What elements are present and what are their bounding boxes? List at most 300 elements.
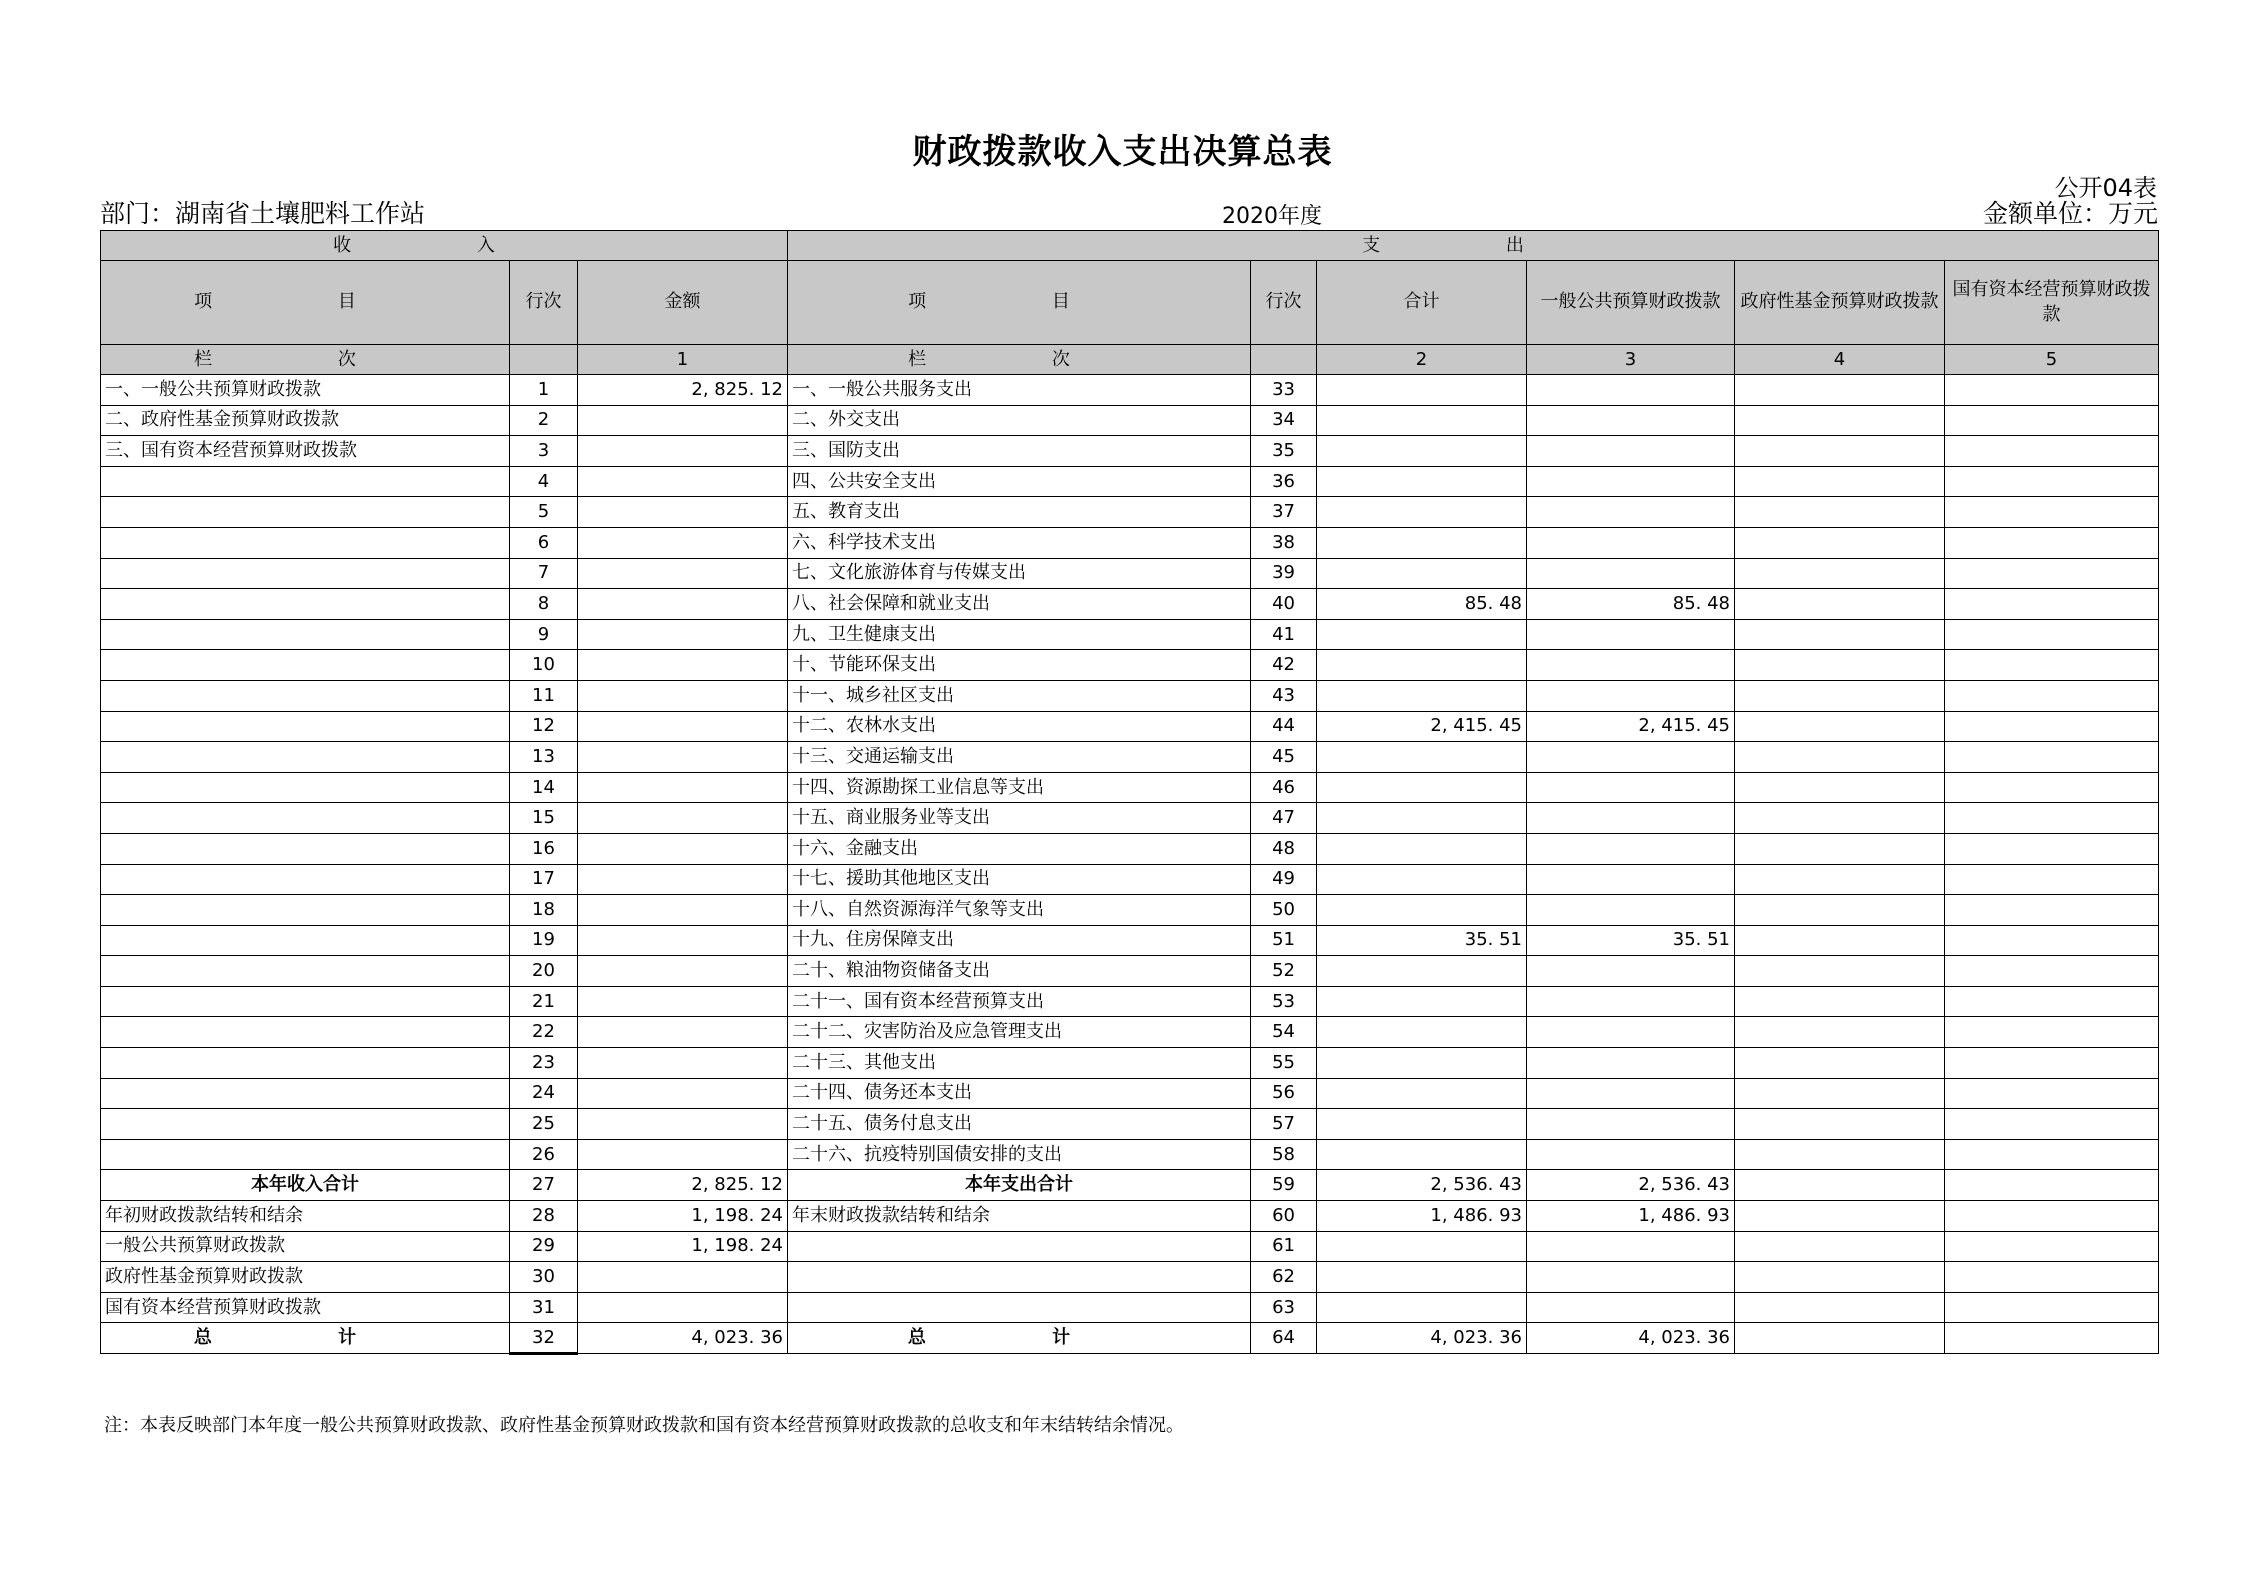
income-total-label: 本年收入合计 bbox=[101, 1170, 510, 1201]
income-amount bbox=[578, 925, 788, 956]
income-row-no: 26 bbox=[510, 1139, 578, 1170]
gov-fund-amount bbox=[1735, 497, 1945, 528]
state-capital-amount bbox=[1945, 466, 2159, 497]
general-budget-amount bbox=[1527, 833, 1735, 864]
expense-row-no: 34 bbox=[1251, 405, 1317, 436]
income-row-no: 22 bbox=[510, 1017, 578, 1048]
income-amount bbox=[578, 558, 788, 589]
income-item bbox=[101, 956, 510, 987]
expense-total-no: 59 bbox=[1251, 1170, 1317, 1201]
expense-total bbox=[1317, 956, 1527, 987]
income-amount bbox=[578, 1139, 788, 1170]
table-row bbox=[101, 833, 2159, 864]
state-capital-amount bbox=[1945, 803, 2159, 834]
income-column-label: 栏 次 bbox=[101, 345, 510, 375]
column-number-row bbox=[101, 345, 2159, 375]
table-row bbox=[101, 589, 2159, 620]
sub2-label: 政府性基金预算财政拨款 bbox=[101, 1262, 510, 1293]
general-budget-amount: 85. 48 bbox=[1527, 589, 1735, 620]
sub3-exp-capital bbox=[1945, 1292, 2159, 1323]
general-budget-amount bbox=[1527, 742, 1735, 773]
income-section-header: 收 入 bbox=[101, 231, 788, 261]
income-amount bbox=[578, 1017, 788, 1048]
table-row bbox=[101, 1017, 2159, 1048]
expense-rowno-header: 行次 bbox=[1251, 261, 1317, 345]
state-capital-amount bbox=[1945, 650, 2159, 681]
income-amount bbox=[578, 650, 788, 681]
state-capital-amount bbox=[1945, 375, 2159, 406]
sub1-exp-general bbox=[1527, 1231, 1735, 1262]
expense-total: 2, 415. 45 bbox=[1317, 711, 1527, 742]
income-item bbox=[101, 1139, 510, 1170]
gov-fund-amount bbox=[1735, 375, 1945, 406]
income-row-no: 5 bbox=[510, 497, 578, 528]
expense-row-no: 33 bbox=[1251, 375, 1317, 406]
general-budget-amount bbox=[1527, 375, 1735, 406]
expense-item: 二、外交支出 bbox=[788, 405, 1251, 436]
sub1-exp-total bbox=[1317, 1231, 1527, 1262]
sub3-label: 国有资本经营预算财政拨款 bbox=[101, 1292, 510, 1323]
state-capital-amount bbox=[1945, 925, 2159, 956]
expense-row-no: 40 bbox=[1251, 589, 1317, 620]
income-amount bbox=[578, 895, 788, 926]
gov-fund-amount bbox=[1735, 527, 1945, 558]
gov-fund-amount bbox=[1735, 1017, 1945, 1048]
expense-row-no: 38 bbox=[1251, 527, 1317, 558]
general-budget-amount bbox=[1527, 772, 1735, 803]
expense-total bbox=[1317, 742, 1527, 773]
table-row bbox=[101, 1078, 2159, 1109]
general-budget-amount bbox=[1527, 527, 1735, 558]
gov-fund-amount bbox=[1735, 680, 1945, 711]
general-budget-amount bbox=[1527, 466, 1735, 497]
gov-fund-amount bbox=[1735, 711, 1945, 742]
table-row bbox=[101, 986, 2159, 1017]
colnum-5: 5 bbox=[1945, 345, 2159, 375]
carry-out-general: 1, 486. 93 bbox=[1527, 1201, 1735, 1232]
general-budget-amount bbox=[1527, 436, 1735, 467]
income-amount bbox=[578, 436, 788, 467]
sub2-exp-no: 62 bbox=[1251, 1262, 1317, 1293]
income-row-no: 8 bbox=[510, 589, 578, 620]
grand-expense-label: 总 计 bbox=[788, 1323, 1251, 1354]
table-row bbox=[101, 527, 2159, 558]
income-item bbox=[101, 466, 510, 497]
expense-section-header: 支 出 bbox=[788, 231, 2159, 261]
expense-item: 十、节能环保支出 bbox=[788, 650, 1251, 681]
expense-row-no: 49 bbox=[1251, 864, 1317, 895]
grand-income-label: 总 计 bbox=[101, 1323, 510, 1354]
sub2-exp-general bbox=[1527, 1262, 1735, 1293]
general-budget-amount bbox=[1527, 619, 1735, 650]
sub2-exp-capital bbox=[1945, 1262, 2159, 1293]
income-row-no: 21 bbox=[510, 986, 578, 1017]
grand-income-amount: 4, 023. 36 bbox=[578, 1323, 788, 1354]
gov-fund-amount bbox=[1735, 589, 1945, 620]
carry-out-fund bbox=[1735, 1201, 1945, 1232]
expense-item: 一、一般公共服务支出 bbox=[788, 375, 1251, 406]
year-label: 2020年度 bbox=[1222, 204, 1322, 229]
income-item bbox=[101, 772, 510, 803]
state-capital-amount bbox=[1945, 1139, 2159, 1170]
expense-total bbox=[1317, 466, 1527, 497]
total-header: 合计 bbox=[1317, 261, 1527, 345]
carry-in-no: 28 bbox=[510, 1201, 578, 1232]
general-budget-amount bbox=[1527, 895, 1735, 926]
income-amount bbox=[578, 1109, 788, 1140]
expense-item: 十五、商业服务业等支出 bbox=[788, 803, 1251, 834]
expense-item: 二十四、债务还本支出 bbox=[788, 1078, 1251, 1109]
grand-expense-no: 64 bbox=[1251, 1323, 1317, 1354]
income-item bbox=[101, 742, 510, 773]
budget-table bbox=[100, 230, 2159, 1355]
income-amount bbox=[578, 986, 788, 1017]
income-item bbox=[101, 1048, 510, 1079]
table-row bbox=[101, 1048, 2159, 1079]
gov-fund-amount bbox=[1735, 1109, 1945, 1140]
expense-item: 十九、住房保障支出 bbox=[788, 925, 1251, 956]
page-title: 财政拨款收入支出决算总表 bbox=[912, 132, 1333, 172]
expense-item: 二十、粮油物资储备支出 bbox=[788, 956, 1251, 987]
grand-total-row bbox=[101, 1323, 2159, 1354]
income-item bbox=[101, 1017, 510, 1048]
table-row bbox=[101, 558, 2159, 589]
expense-item: 六、科学技术支出 bbox=[788, 527, 1251, 558]
carry-out-no: 60 bbox=[1251, 1201, 1317, 1232]
income-amount bbox=[578, 864, 788, 895]
expense-total bbox=[1317, 986, 1527, 1017]
department-label: 部门：湖南省土壤肥料工作站 bbox=[100, 199, 426, 228]
expense-row-no: 48 bbox=[1251, 833, 1317, 864]
income-item bbox=[101, 803, 510, 834]
sub3-no: 31 bbox=[510, 1292, 578, 1323]
income-amount bbox=[578, 742, 788, 773]
expense-row-no: 46 bbox=[1251, 772, 1317, 803]
state-capital-amount bbox=[1945, 558, 2159, 589]
income-row-no: 15 bbox=[510, 803, 578, 834]
expense-total-label: 本年支出合计 bbox=[788, 1170, 1251, 1201]
income-row-no: 19 bbox=[510, 925, 578, 956]
sub1-exp-no: 61 bbox=[1251, 1231, 1317, 1262]
expense-item: 二十五、债务付息支出 bbox=[788, 1109, 1251, 1140]
expense-item: 十二、农林水支出 bbox=[788, 711, 1251, 742]
expense-total bbox=[1317, 895, 1527, 926]
income-amount bbox=[578, 527, 788, 558]
general-budget-amount bbox=[1527, 956, 1735, 987]
gov-fund-amount bbox=[1735, 772, 1945, 803]
expense-row-no: 56 bbox=[1251, 1078, 1317, 1109]
general-budget-amount bbox=[1527, 1139, 1735, 1170]
general-budget-amount: 35. 51 bbox=[1527, 925, 1735, 956]
state-capital-amount bbox=[1945, 956, 2159, 987]
expense-row-no: 44 bbox=[1251, 711, 1317, 742]
income-total-no: 27 bbox=[510, 1170, 578, 1201]
general-budget-header: 一般公共预算财政拨款 bbox=[1527, 261, 1735, 345]
expense-row-no: 51 bbox=[1251, 925, 1317, 956]
grand-expense-capital bbox=[1945, 1323, 2159, 1354]
income-row-no: 6 bbox=[510, 527, 578, 558]
colnum-2: 2 bbox=[1317, 345, 1527, 375]
state-capital-amount bbox=[1945, 895, 2159, 926]
state-capital-amount bbox=[1945, 1017, 2159, 1048]
expense-row-no: 54 bbox=[1251, 1017, 1317, 1048]
annual-total-row bbox=[101, 1170, 2159, 1201]
expense-item: 五、教育支出 bbox=[788, 497, 1251, 528]
table-row bbox=[101, 956, 2159, 987]
state-capital-amount bbox=[1945, 436, 2159, 467]
income-item bbox=[101, 864, 510, 895]
sub3-exp-total bbox=[1317, 1292, 1527, 1323]
income-total-amount: 2, 825. 12 bbox=[578, 1170, 788, 1201]
income-row-no: 20 bbox=[510, 956, 578, 987]
gov-fund-amount bbox=[1735, 833, 1945, 864]
general-budget-amount bbox=[1527, 986, 1735, 1017]
gov-fund-amount bbox=[1735, 895, 1945, 926]
income-item bbox=[101, 589, 510, 620]
carryover-row bbox=[101, 1201, 2159, 1232]
income-amount bbox=[578, 833, 788, 864]
table-row bbox=[101, 925, 2159, 956]
gov-fund-amount bbox=[1735, 558, 1945, 589]
sub1-exp-fund bbox=[1735, 1231, 1945, 1262]
table-row bbox=[101, 1109, 2159, 1140]
expense-row-no: 45 bbox=[1251, 742, 1317, 773]
sub2-amount bbox=[578, 1262, 788, 1293]
expense-item: 四、公共安全支出 bbox=[788, 466, 1251, 497]
gov-fund-amount bbox=[1735, 1078, 1945, 1109]
expense-total bbox=[1317, 1109, 1527, 1140]
expense-row-no: 37 bbox=[1251, 497, 1317, 528]
income-row-no: 25 bbox=[510, 1109, 578, 1140]
expense-total: 85. 48 bbox=[1317, 589, 1527, 620]
expense-total bbox=[1317, 619, 1527, 650]
sub3-exp-no: 63 bbox=[1251, 1292, 1317, 1323]
general-budget-amount bbox=[1527, 497, 1735, 528]
general-budget-amount bbox=[1527, 1109, 1735, 1140]
gov-fund-amount bbox=[1735, 405, 1945, 436]
carry-out-label: 年末财政拨款结转和结余 bbox=[788, 1201, 1251, 1232]
expense-item: 十四、资源勘探工业信息等支出 bbox=[788, 772, 1251, 803]
expense-total bbox=[1317, 833, 1527, 864]
general-budget-amount bbox=[1527, 1017, 1735, 1048]
expense-item: 七、文化旅游体育与传媒支出 bbox=[788, 558, 1251, 589]
income-item bbox=[101, 711, 510, 742]
gov-fund-amount bbox=[1735, 803, 1945, 834]
state-capital-amount bbox=[1945, 742, 2159, 773]
income-amount-header: 金额 bbox=[578, 261, 788, 345]
expense-total bbox=[1317, 497, 1527, 528]
general-budget-amount bbox=[1527, 1048, 1735, 1079]
sub1-no: 29 bbox=[510, 1231, 578, 1262]
state-capital-amount bbox=[1945, 772, 2159, 803]
gov-fund-amount bbox=[1735, 1139, 1945, 1170]
state-capital-amount bbox=[1945, 589, 2159, 620]
expense-total bbox=[1317, 1048, 1527, 1079]
expense-item: 三、国防支出 bbox=[788, 436, 1251, 467]
expense-item: 二十一、国有资本经营预算支出 bbox=[788, 986, 1251, 1017]
table-row bbox=[101, 497, 2159, 528]
gov-fund-amount bbox=[1735, 925, 1945, 956]
grand-expense-total: 4, 023. 36 bbox=[1317, 1323, 1527, 1354]
expense-row-no: 50 bbox=[1251, 895, 1317, 926]
expense-row-no: 47 bbox=[1251, 803, 1317, 834]
table-row bbox=[101, 711, 2159, 742]
grand-income-no: 32 bbox=[510, 1323, 578, 1354]
form-number: 公开04表 bbox=[2054, 174, 2157, 202]
carry-in-label: 年初财政拨款结转和结余 bbox=[101, 1201, 510, 1232]
expense-total-amount: 2, 536. 43 bbox=[1317, 1170, 1527, 1201]
table-row bbox=[101, 895, 2159, 926]
expense-column-label: 栏 次 bbox=[788, 345, 1251, 375]
expense-item: 九、卫生健康支出 bbox=[788, 619, 1251, 650]
income-row-no: 12 bbox=[510, 711, 578, 742]
income-item: 三、国有资本经营预算财政拨款 bbox=[101, 436, 510, 467]
sub3-exp-general bbox=[1527, 1292, 1735, 1323]
expense-total bbox=[1317, 558, 1527, 589]
income-row-no: 9 bbox=[510, 619, 578, 650]
income-item bbox=[101, 833, 510, 864]
meta-row bbox=[100, 198, 2158, 230]
income-amount bbox=[578, 711, 788, 742]
general-budget-amount: 2, 415. 45 bbox=[1527, 711, 1735, 742]
expense-total bbox=[1317, 375, 1527, 406]
income-row-no: 4 bbox=[510, 466, 578, 497]
expense-row-no: 42 bbox=[1251, 650, 1317, 681]
general-budget-amount bbox=[1527, 1078, 1735, 1109]
column-header-row bbox=[101, 261, 2159, 345]
state-capital-amount bbox=[1945, 833, 2159, 864]
expense-row-no: 53 bbox=[1251, 986, 1317, 1017]
grand-expense-fund bbox=[1735, 1323, 1945, 1354]
income-amount bbox=[578, 589, 788, 620]
table-row bbox=[101, 405, 2159, 436]
expense-total bbox=[1317, 436, 1527, 467]
unit-label: 金额单位：万元 bbox=[1982, 199, 2158, 228]
state-capital-amount bbox=[1945, 527, 2159, 558]
income-amount bbox=[578, 680, 788, 711]
gov-fund-amount bbox=[1735, 619, 1945, 650]
state-capital-amount bbox=[1945, 497, 2159, 528]
expense-item: 二十二、灾害防治及应急管理支出 bbox=[788, 1017, 1251, 1048]
sub2-exp-total bbox=[1317, 1262, 1527, 1293]
expense-total bbox=[1317, 772, 1527, 803]
state-capital-amount bbox=[1945, 1048, 2159, 1079]
expense-total bbox=[1317, 803, 1527, 834]
expense-item: 二十六、抗疫特别国债安排的支出 bbox=[788, 1139, 1251, 1170]
section-header-row bbox=[101, 231, 2159, 261]
expense-total bbox=[1317, 650, 1527, 681]
expense-item: 十一、城乡社区支出 bbox=[788, 680, 1251, 711]
expense-total-capital bbox=[1945, 1170, 2159, 1201]
footnote: 注：本表反映部门本年度一般公共预算财政拨款、政府性基金预算财政拨款和国有资本经营预算财政拨款的总收支和年末结转结余情况。 bbox=[104, 1415, 1184, 1436]
income-item bbox=[101, 925, 510, 956]
sub3-amount bbox=[578, 1292, 788, 1323]
sub1-label: 一般公共预算财政拨款 bbox=[101, 1231, 510, 1262]
gov-fund-amount bbox=[1735, 864, 1945, 895]
gov-fund-amount bbox=[1735, 436, 1945, 467]
expense-total bbox=[1317, 1139, 1527, 1170]
expense-item: 二十三、其他支出 bbox=[788, 1048, 1251, 1079]
income-item bbox=[101, 895, 510, 926]
income-amount bbox=[578, 405, 788, 436]
expense-total bbox=[1317, 527, 1527, 558]
general-budget-amount bbox=[1527, 680, 1735, 711]
income-row-no: 11 bbox=[510, 680, 578, 711]
expense-item: 八、社会保障和就业支出 bbox=[788, 589, 1251, 620]
state-capital-amount bbox=[1945, 405, 2159, 436]
expense-total bbox=[1317, 405, 1527, 436]
table-row bbox=[101, 803, 2159, 834]
income-amount bbox=[578, 466, 788, 497]
income-amount bbox=[578, 1048, 788, 1079]
state-capital-amount bbox=[1945, 1078, 2159, 1109]
carryover-sub-row bbox=[101, 1292, 2159, 1323]
table-row bbox=[101, 742, 2159, 773]
sub2-no: 30 bbox=[510, 1262, 578, 1293]
table-row bbox=[101, 650, 2159, 681]
expense-row-no: 58 bbox=[1251, 1139, 1317, 1170]
income-amount bbox=[578, 956, 788, 987]
table-row bbox=[101, 1139, 2159, 1170]
income-row-no: 13 bbox=[510, 742, 578, 773]
sub1-amount: 1, 198. 24 bbox=[578, 1231, 788, 1262]
expense-item-header: 项 目 bbox=[788, 261, 1251, 345]
income-item bbox=[101, 1109, 510, 1140]
gov-fund-header: 政府性基金预算财政拨款 bbox=[1735, 261, 1945, 345]
income-row-no: 7 bbox=[510, 558, 578, 589]
income-item bbox=[101, 680, 510, 711]
income-item bbox=[101, 986, 510, 1017]
expense-row-no: 55 bbox=[1251, 1048, 1317, 1079]
colnum-3: 3 bbox=[1527, 345, 1735, 375]
income-row-no: 17 bbox=[510, 864, 578, 895]
income-item-header: 项 目 bbox=[101, 261, 510, 345]
income-rowno-header: 行次 bbox=[510, 261, 578, 345]
income-amount bbox=[578, 772, 788, 803]
income-item bbox=[101, 619, 510, 650]
sub2-exp-fund bbox=[1735, 1262, 1945, 1293]
income-item: 一、一般公共预算财政拨款 bbox=[101, 375, 510, 406]
expense-item: 十三、交通运输支出 bbox=[788, 742, 1251, 773]
table-row bbox=[101, 375, 2159, 406]
table-row bbox=[101, 436, 2159, 467]
state-capital-header: 国有资本经营预算财政拨款 bbox=[1945, 261, 2159, 345]
income-item: 二、政府性基金预算财政拨款 bbox=[101, 405, 510, 436]
income-row-no: 1 bbox=[510, 375, 578, 406]
income-amount bbox=[578, 497, 788, 528]
income-row-no: 2 bbox=[510, 405, 578, 436]
sub1-exp-capital bbox=[1945, 1231, 2159, 1262]
expense-item: 十七、援助其他地区支出 bbox=[788, 864, 1251, 895]
table-row bbox=[101, 772, 2159, 803]
general-budget-amount bbox=[1527, 650, 1735, 681]
expense-total bbox=[1317, 864, 1527, 895]
table-row bbox=[101, 864, 2159, 895]
income-amount bbox=[578, 803, 788, 834]
income-row-no: 18 bbox=[510, 895, 578, 926]
general-budget-amount bbox=[1527, 864, 1735, 895]
gov-fund-amount bbox=[1735, 1048, 1945, 1079]
gov-fund-amount bbox=[1735, 956, 1945, 987]
income-item bbox=[101, 497, 510, 528]
state-capital-amount bbox=[1945, 1109, 2159, 1140]
colnum-empty bbox=[510, 345, 578, 375]
expense-total-general: 2, 536. 43 bbox=[1527, 1170, 1735, 1201]
expense-row-no: 35 bbox=[1251, 436, 1317, 467]
sub1-exp-item bbox=[788, 1231, 1251, 1262]
income-row-no: 14 bbox=[510, 772, 578, 803]
general-budget-amount bbox=[1527, 558, 1735, 589]
